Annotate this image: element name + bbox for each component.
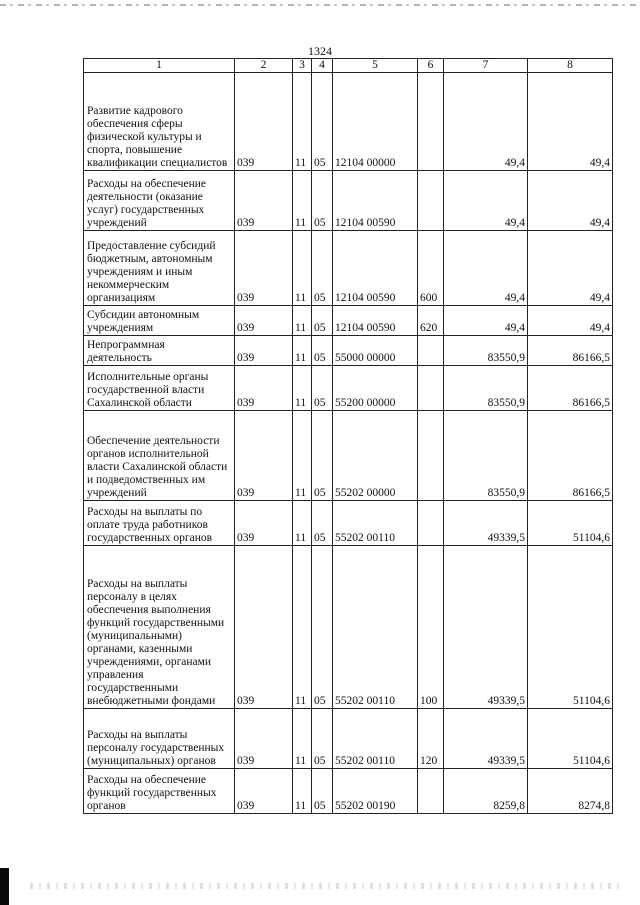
cell-section: 11 <box>293 501 312 546</box>
cell-amount-year1: 49,4 <box>444 73 528 171</box>
cell-target-article: 55202 00000 <box>333 411 418 501</box>
table-row <box>84 73 613 171</box>
row-name: Расходы на выплаты персоналу в целях обеспечения выполнения функций государственными (муниципальными) органами, казенными учреждениями, органами управления государственными внебюджетными фондами <box>84 546 235 709</box>
cell-subsection: 05 <box>312 769 333 814</box>
cell-expense-type <box>418 366 444 411</box>
cell-target-article: 55202 00190 <box>333 769 418 814</box>
cell-subsection: 05 <box>312 411 333 501</box>
cell-amount-year1: 49339,5 <box>444 501 528 546</box>
cell-amount-year2: 49,4 <box>528 171 613 231</box>
cell-target-article: 12104 00590 <box>333 231 418 306</box>
table-row <box>84 769 613 814</box>
cell-subsection: 05 <box>312 171 333 231</box>
cell-target-article: 55202 00110 <box>333 546 418 709</box>
cell-amount-year2: 49,4 <box>528 73 613 171</box>
cell-subsection: 05 <box>312 306 333 336</box>
cell-amount-year1: 49339,5 <box>444 546 528 709</box>
cell-section: 11 <box>293 709 312 769</box>
cell-amount-year2: 8274,8 <box>528 769 613 814</box>
cell-expense-type: 620 <box>418 306 444 336</box>
cell-subsection: 05 <box>312 709 333 769</box>
table-header-row <box>84 59 613 73</box>
cell-expense-type <box>418 411 444 501</box>
cell-subsection: 05 <box>312 366 333 411</box>
column-header: 5 <box>333 59 418 73</box>
table-row <box>84 231 613 306</box>
table-row <box>84 709 613 769</box>
cell-amount-year1: 83550,9 <box>444 366 528 411</box>
cell-amount-year1: 83550,9 <box>444 411 528 501</box>
row-name: Субсидии автономным учреждениям <box>84 306 235 336</box>
cell-section: 11 <box>293 546 312 709</box>
cell-section: 11 <box>293 231 312 306</box>
cell-section: 11 <box>293 366 312 411</box>
row-name: Развитие кадрового обеспечения сферы физической культуры и спорта, повышение квалификации специалистов <box>84 73 235 171</box>
cell-section: 11 <box>293 336 312 366</box>
cell-expense-type <box>418 501 444 546</box>
column-header: 3 <box>293 59 312 73</box>
cell-amount-year2: 86166,5 <box>528 411 613 501</box>
column-header: 2 <box>235 59 293 73</box>
cell-section: 11 <box>293 306 312 336</box>
cell-ministry-code: 039 <box>235 709 293 769</box>
cell-ministry-code: 039 <box>235 501 293 546</box>
row-name: Расходы на выплаты персоналу государственных (муниципальных) органов <box>84 709 235 769</box>
cell-subsection: 05 <box>312 336 333 366</box>
row-name: Расходы на обеспечение функций государственных органов <box>84 769 235 814</box>
cell-target-article: 55200 00000 <box>333 366 418 411</box>
cell-expense-type: 100 <box>418 546 444 709</box>
column-header: 7 <box>444 59 528 73</box>
row-name: Обеспечение деятельности органов исполнительной власти Сахалинской области и подведомственных им учреждений <box>84 411 235 501</box>
cell-amount-year2: 51104,6 <box>528 501 613 546</box>
cell-amount-year1: 49,4 <box>444 231 528 306</box>
cell-expense-type <box>418 336 444 366</box>
cell-expense-type <box>418 73 444 171</box>
row-name: Исполнительные органы государственной власти Сахалинской области <box>84 366 235 411</box>
scan-edge-bottom <box>30 883 620 889</box>
cell-amount-year2: 49,4 <box>528 231 613 306</box>
cell-amount-year1: 49,4 <box>444 306 528 336</box>
cell-amount-year2: 86166,5 <box>528 366 613 411</box>
table-row <box>84 411 613 501</box>
cell-amount-year1: 49339,5 <box>444 709 528 769</box>
cell-section: 11 <box>293 769 312 814</box>
cell-amount-year2: 86166,5 <box>528 336 613 366</box>
cell-target-article: 12104 00590 <box>333 306 418 336</box>
row-name: Расходы на обеспечение деятельности (оказание услуг) государственных учреждений <box>84 171 235 231</box>
scan-edge-top <box>0 4 640 6</box>
cell-subsection: 05 <box>312 231 333 306</box>
cell-target-article: 12104 00000 <box>333 73 418 171</box>
row-name: Расходы на выплаты по оплате труда работников государственных органов <box>84 501 235 546</box>
cell-amount-year2: 51104,6 <box>528 709 613 769</box>
cell-ministry-code: 039 <box>235 336 293 366</box>
cell-target-article: 12104 00590 <box>333 171 418 231</box>
cell-target-article: 55202 00110 <box>333 709 418 769</box>
cell-subsection: 05 <box>312 73 333 171</box>
column-header: 6 <box>418 59 444 73</box>
cell-amount-year1: 8259,8 <box>444 769 528 814</box>
cell-ministry-code: 039 <box>235 546 293 709</box>
cell-amount-year1: 49,4 <box>444 171 528 231</box>
cell-expense-type: 120 <box>418 709 444 769</box>
page-number: 1324 <box>308 44 332 58</box>
table-row <box>84 336 613 366</box>
budget-table <box>83 58 613 814</box>
row-name: Непрограммная деятельность <box>84 336 235 366</box>
table-row <box>84 546 613 709</box>
cell-ministry-code: 039 <box>235 231 293 306</box>
column-header: 8 <box>528 59 613 73</box>
table-row <box>84 501 613 546</box>
table-row <box>84 306 613 336</box>
cell-ministry-code: 039 <box>235 73 293 171</box>
row-name: Предоставление субсидий бюджетным, автономным учреждениям и иным некоммерческим организациям <box>84 231 235 306</box>
cell-ministry-code: 039 <box>235 366 293 411</box>
cell-ministry-code: 039 <box>235 171 293 231</box>
cell-amount-year2: 49,4 <box>528 306 613 336</box>
table-row <box>84 171 613 231</box>
cell-ministry-code: 039 <box>235 306 293 336</box>
table-row <box>84 366 613 411</box>
cell-subsection: 05 <box>312 546 333 709</box>
cell-target-article: 55202 00110 <box>333 501 418 546</box>
cell-amount-year1: 83550,9 <box>444 336 528 366</box>
cell-subsection: 05 <box>312 501 333 546</box>
cell-ministry-code: 039 <box>235 411 293 501</box>
column-header: 1 <box>84 59 235 73</box>
cell-section: 11 <box>293 171 312 231</box>
column-header: 4 <box>312 59 333 73</box>
cell-expense-type <box>418 769 444 814</box>
cell-amount-year2: 51104,6 <box>528 546 613 709</box>
cell-expense-type <box>418 171 444 231</box>
scan-edge-mark <box>0 868 9 905</box>
cell-section: 11 <box>293 73 312 171</box>
cell-section: 11 <box>293 411 312 501</box>
cell-ministry-code: 039 <box>235 769 293 814</box>
cell-target-article: 55000 00000 <box>333 336 418 366</box>
cell-expense-type: 600 <box>418 231 444 306</box>
